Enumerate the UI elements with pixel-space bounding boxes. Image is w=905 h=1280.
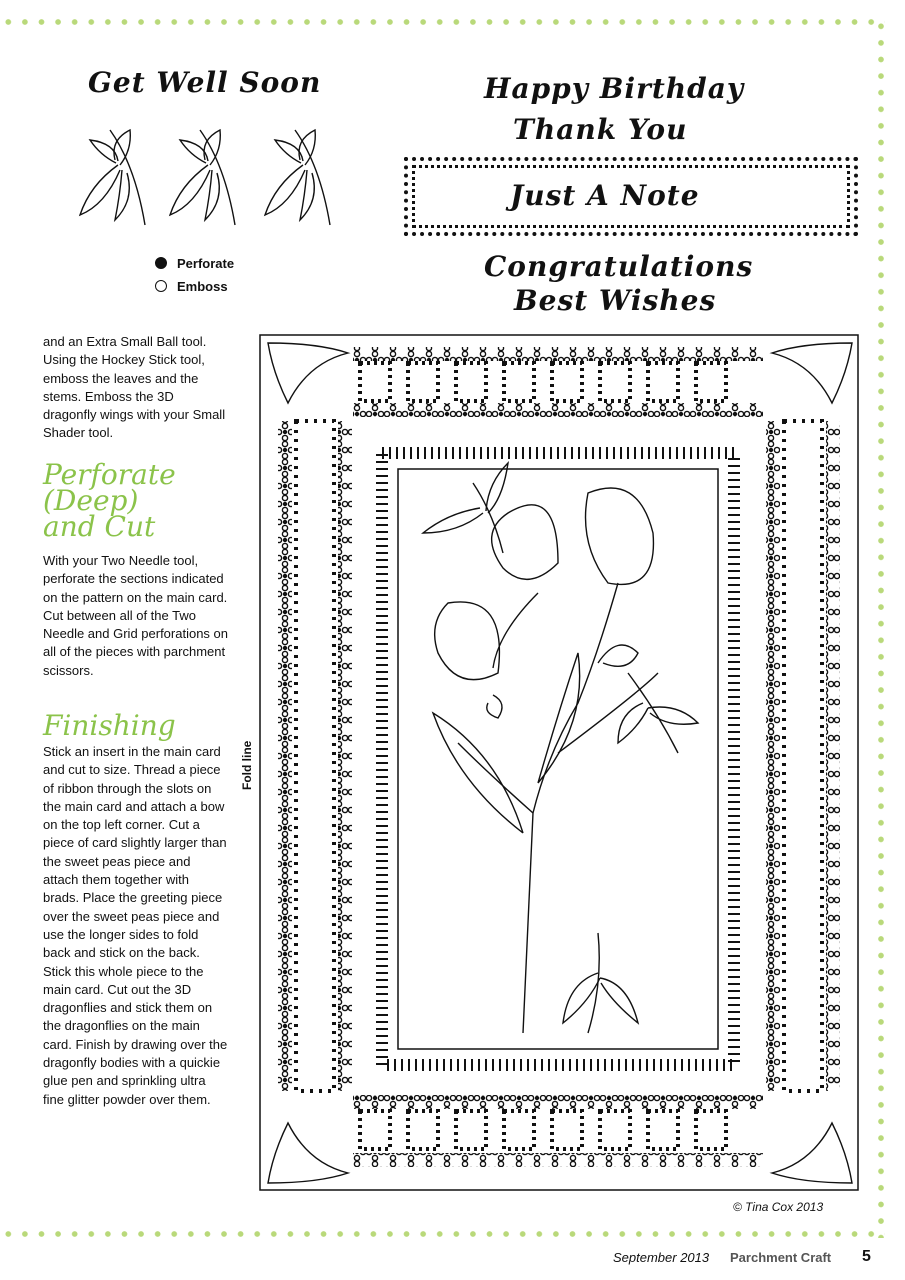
bottom-dot-border — [0, 1230, 885, 1238]
greeting-thank-you: Thank You — [513, 113, 688, 146]
greeting-get-well: Get Well Soon — [88, 66, 322, 99]
legend-perforate: Perforate — [155, 256, 234, 271]
greeting-best-wishes: Best Wishes — [514, 284, 717, 317]
dragonfly-icon — [80, 130, 145, 225]
top-dot-border — [0, 18, 885, 26]
sweet-pea-illustration — [433, 488, 658, 1033]
greeting-just-a-note: Just A Note — [510, 179, 700, 212]
heading-perforate: Perforate (Deep) and Cut — [43, 458, 176, 543]
footer-magazine: Parchment Craft — [730, 1250, 832, 1265]
legend-emboss: Emboss — [155, 279, 228, 294]
footer-page-number: 5 — [862, 1248, 871, 1265]
dragonfly-icon — [170, 130, 235, 225]
intro-paragraph: and an Extra Small Ball tool. Using the Hockey Stick tool, emboss the leaves and the stems. Emboss the 3D dragonfly wings with your Small Shader tool. — [43, 334, 226, 441]
fold-line-label: Fold line — [240, 740, 254, 790]
dragonfly-icon — [618, 673, 698, 753]
dragonfly-pattern-row — [70, 125, 335, 230]
right-dot-border — [877, 18, 885, 1238]
copyright-notice: © Tina Cox 2013 — [733, 1200, 824, 1214]
dragonfly-icon — [563, 933, 638, 1033]
perforate-paragraph: With your Two Needle tool, perforate the sections indicated on the pattern on the main card. Cut between all of the Two Needle and Grid perforations on all of the pieces with parchment scissors. — [43, 553, 229, 678]
filled-dot-icon — [155, 257, 167, 269]
footer-date: September 2013 — [613, 1250, 710, 1265]
main-card-pattern — [258, 333, 862, 1193]
dragonfly-icon — [423, 463, 508, 553]
heading-finishing: Finishing — [43, 709, 176, 742]
greeting-happy-birthday: Happy Birthday — [484, 72, 745, 105]
greeting-congratulations: Congratulations — [484, 250, 754, 283]
dragonfly-icon — [265, 130, 330, 225]
finishing-paragraph: Stick an insert in the main card and cut to size. Thread a piece of ribbon through the slots on the main card and attach a bow on the top left corner. Cut a piece of card slightly larger than the sweet peas piece and attach them together with brads. Place the greeting piece over the sweet peas piece and use the longer sides to fold back and stick on the back. Stick this whole piece to the main card. Cut out the 3D dragonflies and stick them on the dragonflies on the main card. Finish by drawing over the dragonfly bodies with a quickie glue pen and sprinkling ultra fine glitter powder over them. — [43, 744, 228, 1107]
open-dot-icon — [155, 280, 167, 292]
